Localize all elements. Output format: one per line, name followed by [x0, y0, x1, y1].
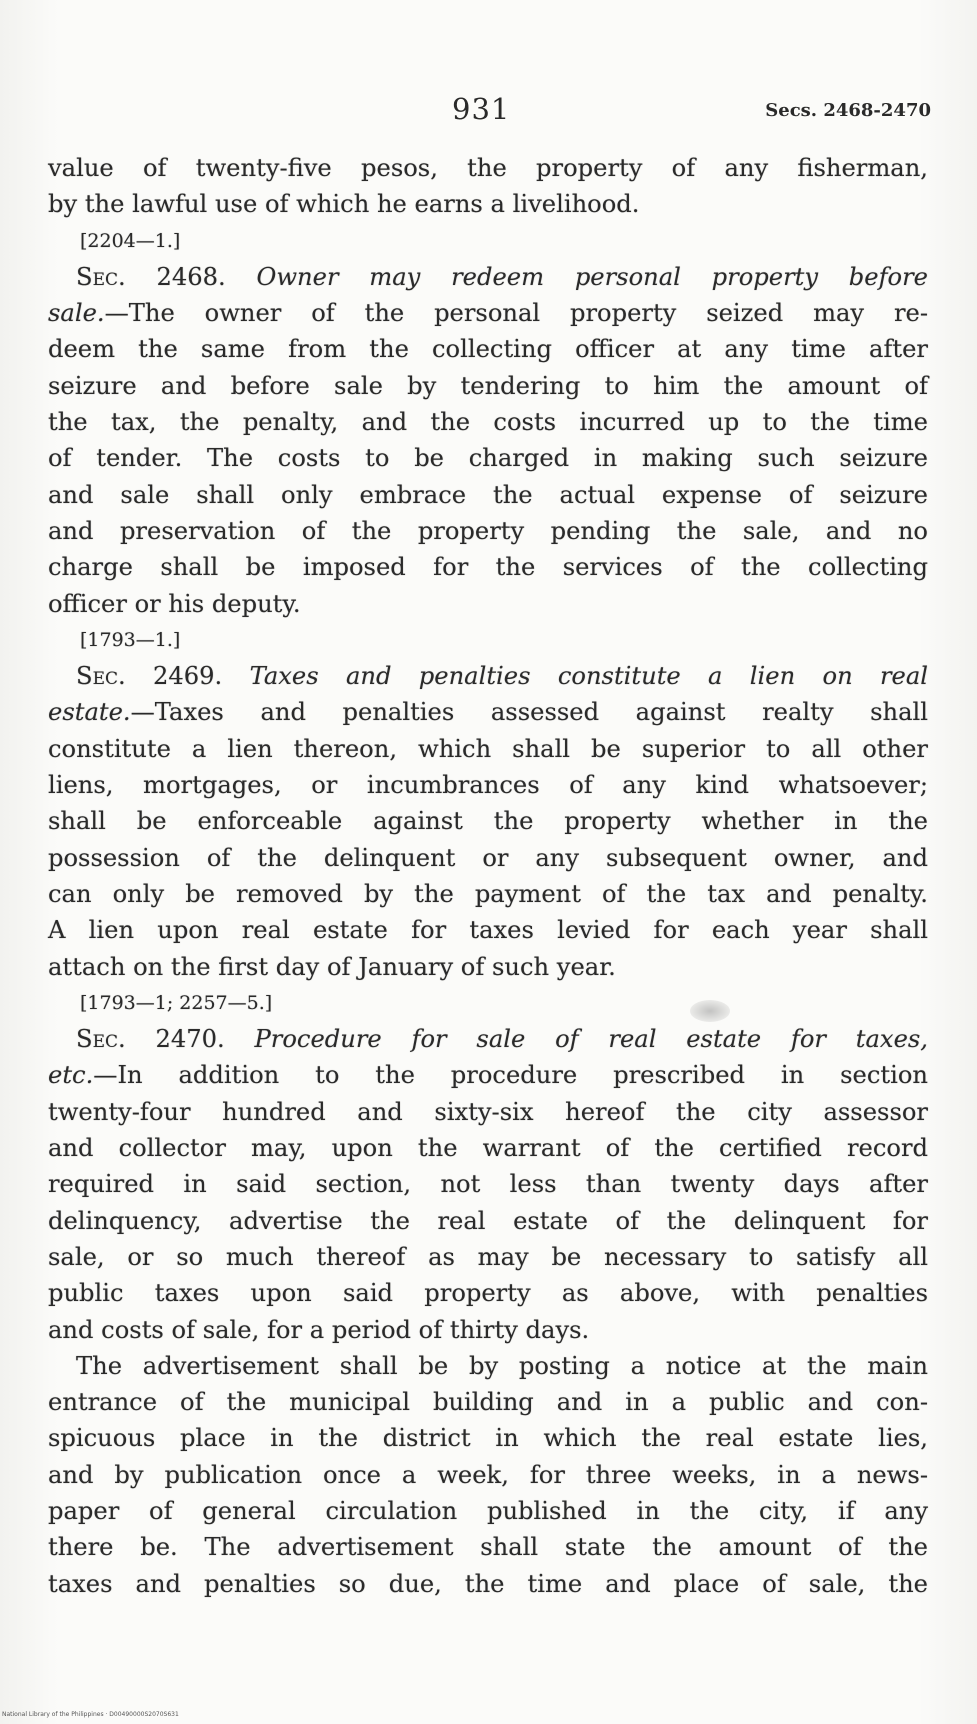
section-heading: etc.: [48, 1061, 94, 1090]
ink-smudge: [690, 1000, 730, 1022]
text-line: [48, 731, 928, 767]
text-line: [48, 1457, 928, 1493]
line-text: shall be enforceable against the property whether in the: [48, 807, 928, 836]
text-line: [48, 1275, 928, 1311]
line-text: and costs of sale, for a period of thirty days.: [48, 1315, 590, 1344]
line-text: liens, mortgages, or incumbrances of any kind whatsoever;: [48, 771, 928, 800]
citation: [1793—1.]: [80, 628, 181, 651]
line-text: —In addition to the procedure prescribed in section: [93, 1061, 928, 1090]
text-line: [48, 186, 928, 222]
line-text: and preservation of the property pending the sale, and no: [48, 516, 928, 545]
text-line: [48, 295, 928, 331]
line-text: taxes and penalties so due, the time and place of sale, the: [48, 1569, 928, 1598]
text-line: [48, 912, 928, 948]
text-line: [48, 1566, 928, 1602]
text-line: [48, 1312, 928, 1348]
line-text: charge shall be imposed for the services of the collecting: [48, 553, 928, 582]
section-number: Sec. 2469.: [76, 662, 223, 691]
line-text: sale, or so much thereof as may be necessary to satisfy all: [48, 1242, 928, 1271]
text-line: [48, 1203, 928, 1239]
section-heading: Owner may redeem personal property before: [256, 262, 928, 291]
section-heading: Taxes and penalties constitute a lien on real: [249, 662, 929, 691]
section-range: Secs. 2468-2470: [765, 100, 931, 121]
text-line: [48, 985, 928, 1021]
citation: [2204—1.]: [80, 229, 181, 252]
line-text: required in said section, not less than twenty days after: [48, 1170, 928, 1199]
text-line: [48, 440, 928, 476]
text-line: [48, 368, 928, 404]
line-text: twenty-four hundred and sixty-six hereof the city assessor: [48, 1097, 928, 1126]
text-line: [48, 840, 928, 876]
line-text: there be. The advertisement shall state the amount of the: [48, 1533, 928, 1562]
text-line: [48, 1057, 928, 1093]
line-text: officer or his deputy.: [48, 589, 301, 618]
text-line: [48, 513, 928, 549]
text-line: [48, 223, 928, 259]
text-line: [48, 949, 928, 985]
line-text: —Taxes and penalties assessed against realty shall: [130, 698, 928, 727]
line-text: value of twenty-five pesos, the property of any fisherman,: [48, 154, 928, 182]
line-text: the tax, the penalty, and the costs incurred up to the time: [48, 408, 928, 437]
line-text: seizure and before sale by tendering to him the amount of: [48, 371, 928, 400]
line-text: constitute a lien thereon, which shall be superior to all other: [48, 734, 928, 763]
text-line: [48, 1130, 928, 1166]
page-number: 931: [452, 92, 511, 126]
text-line: [48, 549, 928, 585]
footer-watermark: National Library of the Philippines · D00490000S2070S631: [2, 1711, 179, 1718]
body-text: [48, 150, 928, 1602]
page-header: [0, 92, 977, 132]
text-line: [48, 259, 928, 295]
text-line: [48, 477, 928, 513]
line-text: and sale shall only embrace the actual expense of seizure: [48, 480, 928, 509]
text-line: [48, 331, 928, 367]
text-line: [48, 658, 928, 694]
citation: [1793—1; 2257—5.]: [80, 991, 273, 1014]
text-line: [48, 1348, 928, 1384]
section-heading: sale.: [48, 299, 105, 328]
line-text: delinquency, advertise the real estate of the delinquent for: [48, 1206, 928, 1235]
line-text: The advertisement shall be by posting a notice at the main: [76, 1351, 928, 1380]
text-line: [48, 1529, 928, 1565]
section-number: Sec. 2470.: [76, 1025, 225, 1054]
text-line: [48, 1239, 928, 1275]
line-text: attach on the first day of January of such year.: [48, 952, 616, 981]
line-text: public taxes upon said property as above, with penalties: [48, 1279, 928, 1308]
line-text: deem the same from the collecting officer at any time after: [48, 335, 928, 364]
line-text: and collector may, upon the warrant of the certified record: [48, 1134, 928, 1163]
section-heading: Procedure for sale of real estate for taxes,: [254, 1025, 928, 1054]
section-heading: estate.: [48, 698, 131, 727]
line-text: of tender. The costs to be charged in making such seizure: [48, 444, 928, 473]
text-line: [48, 803, 928, 839]
text-line: [48, 404, 928, 440]
text-line: [48, 622, 928, 658]
text-line: [48, 1166, 928, 1202]
text-line: [48, 1420, 928, 1456]
section-number: Sec. 2468.: [76, 262, 226, 291]
text-line: [48, 694, 928, 730]
text-line: [48, 1384, 928, 1420]
line-text: by the lawful use of which he earns a livelihood.: [48, 190, 640, 219]
line-text: entrance of the municipal building and in a public and con-: [48, 1388, 928, 1417]
text-line: [48, 1493, 928, 1529]
line-text: spicuous place in the district in which the real estate lies,: [48, 1424, 928, 1453]
text-line: [48, 767, 928, 803]
line-text: paper of general circulation published in the city, if any: [48, 1496, 928, 1525]
line-text: can only be removed by the payment of the tax and penalty.: [48, 879, 928, 908]
line-text: and by publication once a week, for three weeks, in a news-: [48, 1460, 928, 1489]
line-text: possession of the delinquent or any subsequent owner, and: [48, 843, 928, 872]
line-text: A lien upon real estate for taxes levied for each year shall: [48, 916, 928, 945]
text-line: [48, 876, 928, 912]
text-line: [48, 1094, 928, 1130]
line-text: —The owner of the personal property seized may re-: [104, 299, 928, 328]
text-line: [48, 586, 928, 622]
text-line: [48, 150, 928, 186]
text-line: [48, 1021, 928, 1057]
